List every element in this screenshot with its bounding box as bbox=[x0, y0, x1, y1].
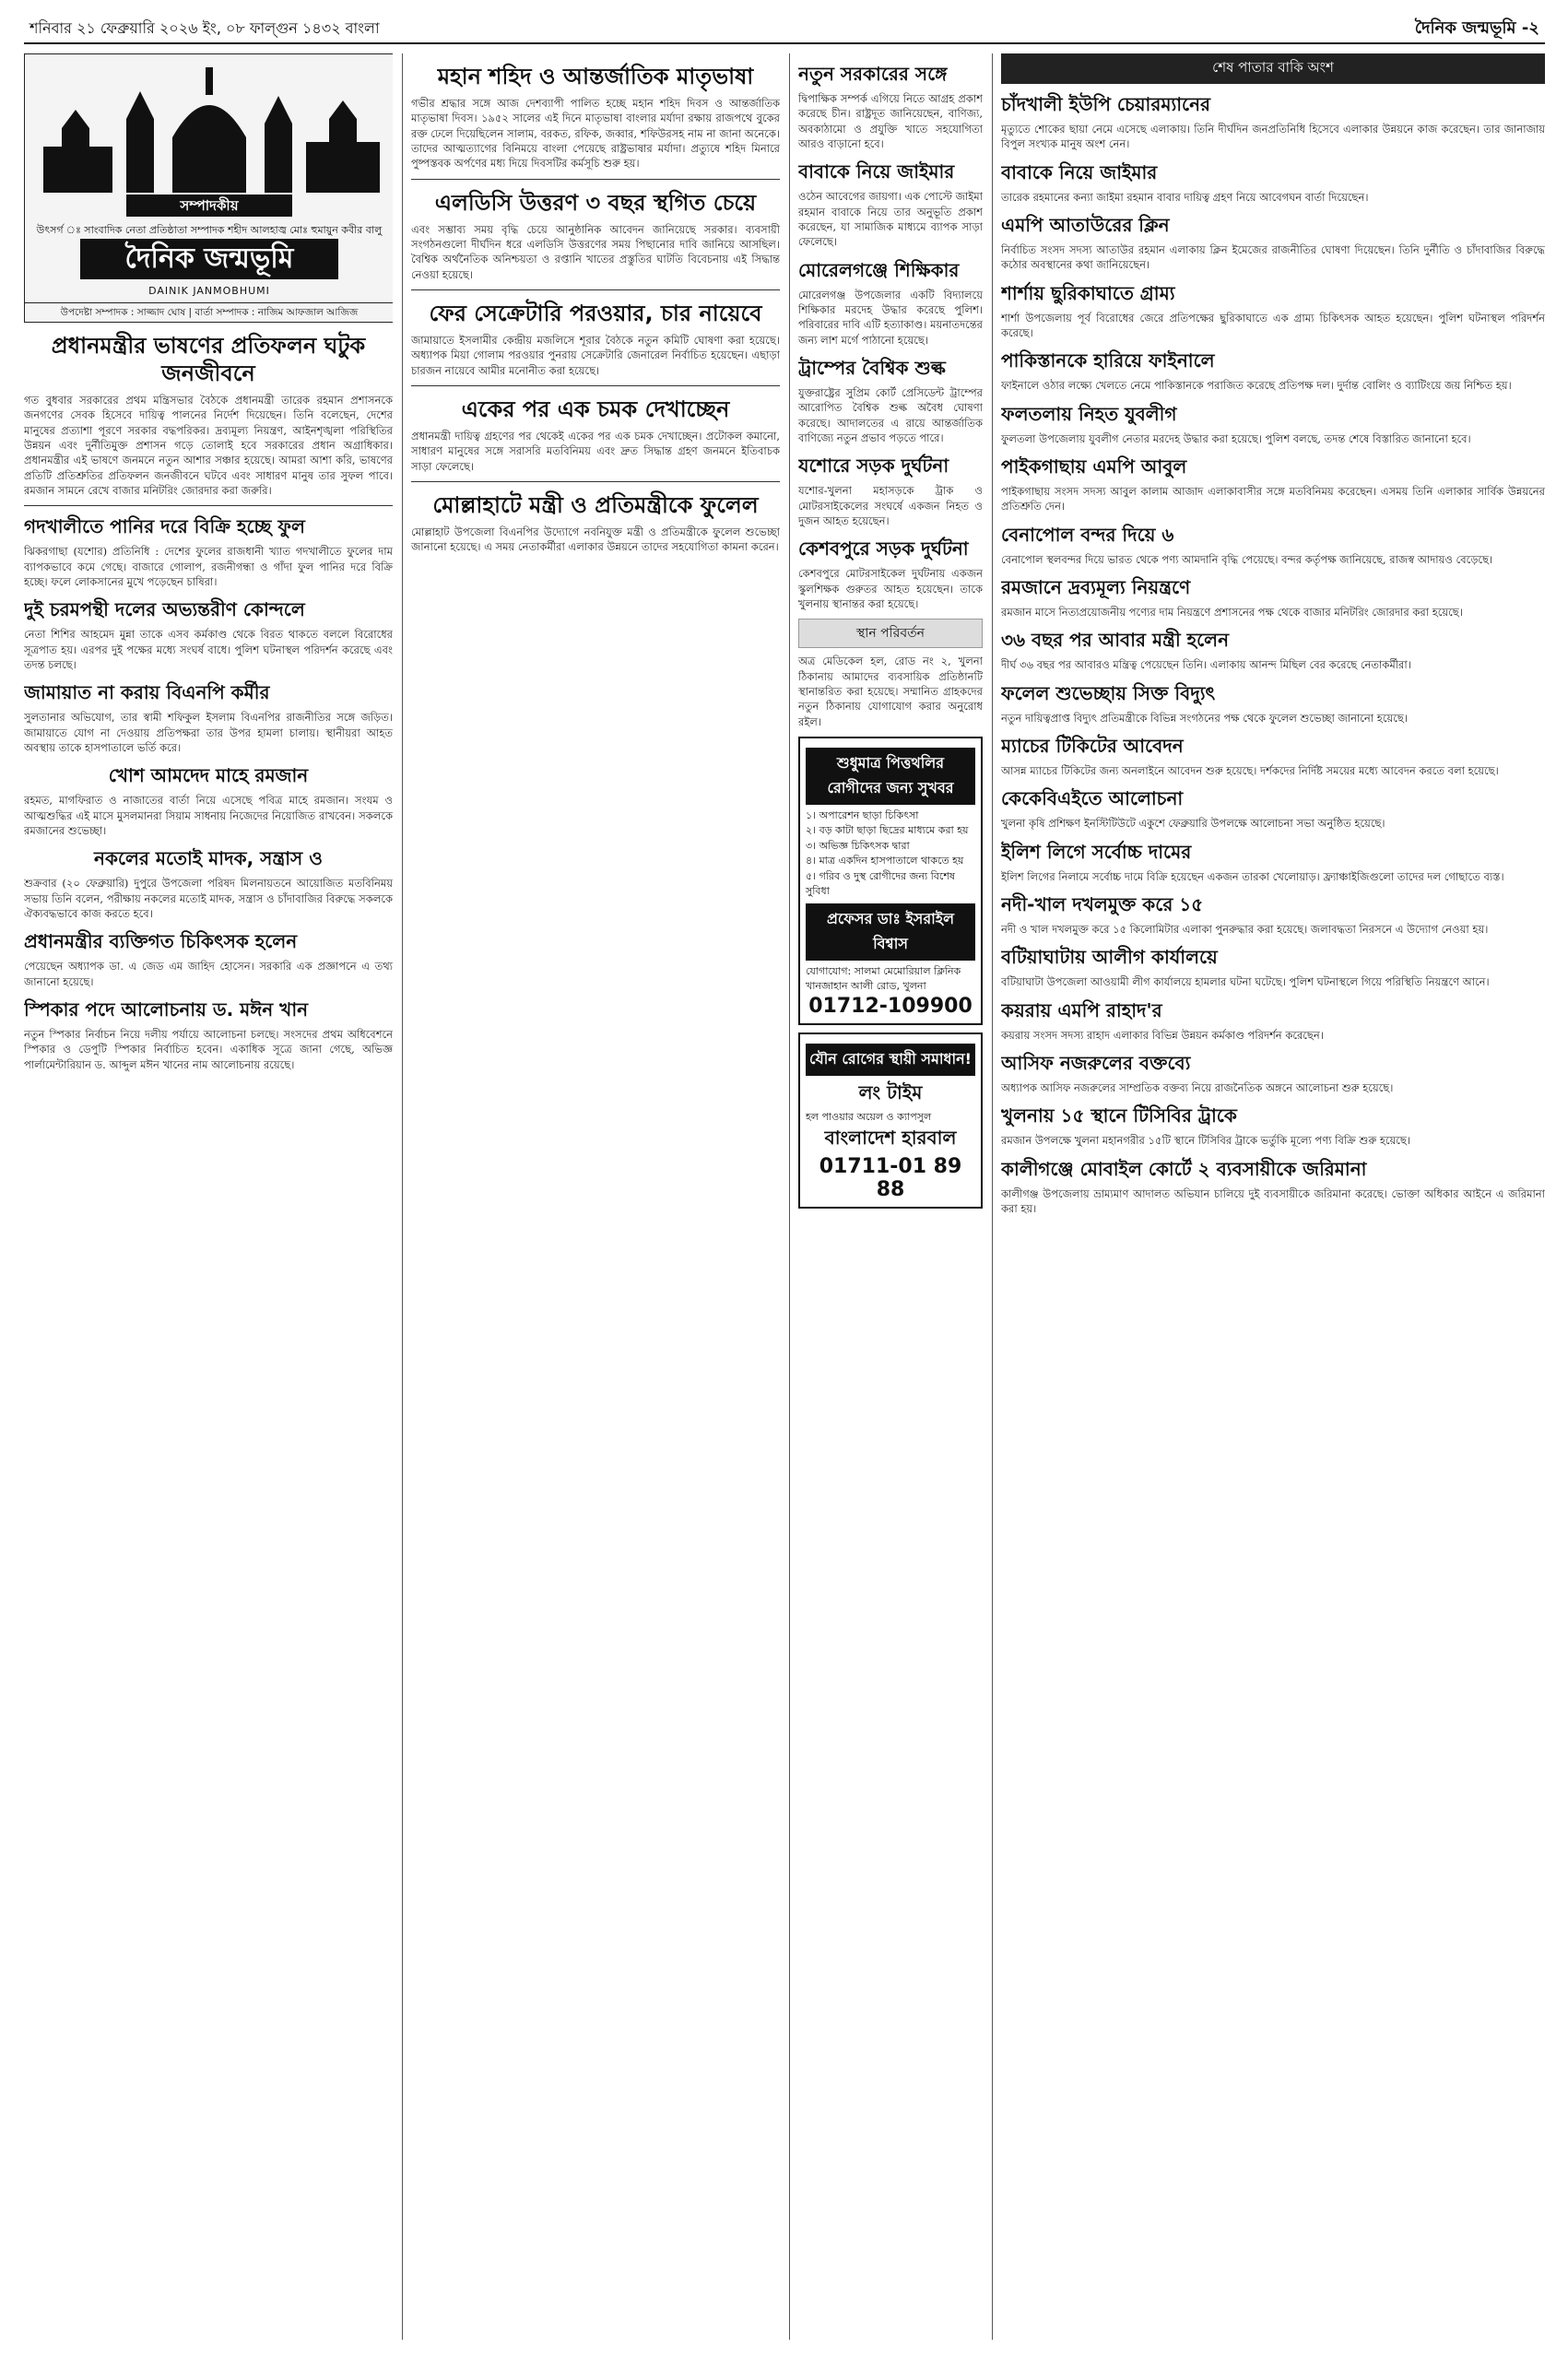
article-headline: কয়রায় এমপি রাহাদ'র bbox=[1001, 998, 1162, 1021]
newspaper-page bbox=[24, 11, 1545, 2349]
newspaper-name-latin: DAINIK JANMOBHUMI bbox=[148, 285, 270, 297]
article-headline: ফলেল শুভেচ্ছায় সিক্ত বিদ্যুৎ bbox=[1001, 681, 1216, 704]
article-headline: ফলতলায় নিহত যুবলীগ bbox=[1001, 402, 1177, 425]
article-body: মৃত্যুতে শোকের ছায়া নেমে এসেছে এলাকায়। তিনি দীর্ঘদিন জনপ্রতিনিধি হিসেবে এলাকার উন্নয়নে কাজ করেছেন। তার জানাজায় বিপুল সংখ্যক মানুষ অংশ নেন। bbox=[1001, 123, 1545, 151]
ad-line: ১। অপারেশন ছাড়া চিকিৎসা bbox=[806, 808, 919, 821]
continued-stories bbox=[1001, 93, 1545, 1216]
article-body: শুক্রবার (২০ ফেব্রুয়ারি) দুপুরে উপজেলা পরিষদ মিলনায়তনে আয়োজিত মতবিনিময় সভায় তিনি বলেন, পরীক্ষায় নকলের মতোই মাদক, সন্ত্রাস ও চাঁদাবাজির বিরুদ্ধে সকলকে ঐক্যবদ্ধভাবে কাজ করতে হবে। bbox=[24, 877, 393, 920]
article-headline: ম্যাচের টিকিটের আবেদন bbox=[1001, 734, 1184, 757]
article-body: ওঠেন আবেগের জায়গা। এক পোস্টে জাইমা রহমান বাবাকে নিয়ে তার অনুভূতি প্রকাশ করেছেন, যা সামাজিক মাধ্যমে ব্যাপক সাড়া ফেলেছে। bbox=[798, 190, 983, 249]
article-body: এবং সম্ভাব্য সময় বৃদ্ধি চেয়ে আনুষ্ঠানিক আবেদন জানিয়েছে সরকার। ব্যবসায়ী সংগঠনগুলো দীর্ঘদিন ধরে এলডিসি উত্তরণের সময় পিছানোর দাবি জানিয়ে আসছিল। বৈশ্বিক অর্থনৈতিক অনিশ্চয়তা ও রপ্তানি খাতের প্রস্তুতির ঘাটতি বিবেচনায় এই সিদ্ধান্ত নেওয়া হয়েছে। bbox=[411, 222, 780, 281]
article-body: পাইকগাছায় সংসদ সদস্য আবুল কালাম আজাদ এলাকাবাসীর সঙ্গে মতবিনিময় করেছেন। এসময় তিনি এলাকার সার্বিক উন্নয়নের প্রতিশ্রুতি দেন। bbox=[1001, 484, 1545, 513]
paper-page-label: দৈনিক জন্মভূমি -২ bbox=[1414, 18, 1539, 38]
clinic-advertisement bbox=[798, 737, 983, 1025]
editorial-masthead bbox=[24, 53, 393, 323]
newspaper-name: দৈনিক জন্মভূমি bbox=[80, 239, 338, 279]
article-headline: দুই চরমপন্থী দলের অভ্যন্তরীণ কোন্দলে bbox=[24, 598, 305, 621]
article-headline: কেশবপুরে সড়ক দুর্ঘটনা bbox=[798, 537, 969, 560]
article-body: খুলনা কৃষি প্রশিক্ষণ ইনস্টিটিউটে একুশে ফেব্রুয়ারি উপলক্ষে আলোচনা সভা অনুষ্ঠিত হয়েছে। bbox=[1001, 817, 1385, 831]
continued-band: শেষ পাতার বাকি অংশ bbox=[1001, 53, 1545, 84]
article-headline: বাবাকে নিয়ে জাইমার bbox=[1001, 160, 1158, 183]
article-body: ঝিকরগাছা (যশোর) প্রতিনিধি : দেশের ফুলের রাজধানী খ্যাত গদখালীতে ফুলের দাম ব্যাপকভাবে কমে গেছে। বাজারে গোলাপ, রজনীগন্ধা ও গাঁদা ফুল পানির দরে বিক্রি হচ্ছে। ফলে লোকসানের মুখে পড়েছেন চাষিরা। bbox=[24, 545, 393, 588]
article-body: নদী ও খাল দখলমুক্ত করে ১৫ কিলোমিটার এলাকা পুনরুদ্ধার করা হয়েছে। জলাবদ্ধতা নিরসনে এ উদ্যোগ নেওয়া হয়। bbox=[1001, 922, 1489, 936]
article-headline: ৩৬ বছর পর আবার মন্ত্রী হলেন bbox=[1001, 629, 1230, 652]
divider bbox=[411, 481, 780, 482]
article-headline: প্রধানমন্ত্রীর ব্যক্তিগত চিকিৎসক হলেন bbox=[24, 930, 298, 953]
article-body: রমজান মাসে নিত্যপ্রয়োজনীয় পণ্যের দাম নিয়ন্ত্রণে প্রশাসনের পক্ষ থেকে বাজার মনিটরিং জোরদার করা হয়েছে। bbox=[1001, 605, 1463, 619]
article-body: ইলিশ লিগের নিলামে সর্বোচ্চ দামে বিক্রি হয়েছেন একজন তারকা খেলোয়াড়। ফ্র্যাঞ্চাইজিগুলো তাদের দল গোছাতে ব্যস্ত। bbox=[1001, 869, 1504, 883]
ad-phone: 01712-109900 bbox=[808, 994, 973, 1018]
article-body: গভীর শ্রদ্ধার সঙ্গে আজ দেশব্যাপী পালিত হচ্ছে মহান শহিদ দিবস ও আন্তর্জাতিক মাতৃভাষা দিবস। ১৯৫২ সালের এই দিনে মাতৃভাষা বাংলার মর্যাদা রক্ষায় রাজপথে বুকের রক্ত ঢেলে দিয়েছিলেন সালাম, বরকত, রফিক, জব্বার, শফিউরসহ নাম না জানা অনেকে। তাদের আত্মত্যাগের বিনিময়ে বাংলা পেয়েছে রাষ্ট্রভাষার মর্যাদা। প্রত্যুষে শহিদ মিনারে পুষ্পস্তবক অর্পণের মধ্য দিয়ে দিবসটির কর্মসূচি শুরু হয়। bbox=[411, 97, 780, 171]
ad-line: ৪। মাত্র একদিন হাসপাতালে থাকতে হয় bbox=[806, 855, 964, 867]
masthead-tagline: উৎসর্গ ঃ সাংবাদিক নেতা প্রতিষ্ঠাতা সম্পাদক শহীদ আলহাজ্ব মোঃ হুমায়ুন কবীর বালু bbox=[36, 224, 383, 236]
article-headline: কালীগঞ্জে মোবাইল কোর্টে ২ ব্যবসায়ীকে জরিমানা bbox=[1001, 1157, 1367, 1180]
divider bbox=[411, 385, 780, 386]
article-body: শার্শা উপজেলায় পূর্ব বিরোধের জেরে প্রতিপক্ষের ছুরিকাঘাতে এক গ্রাম্য চিকিৎসক আহত হয়েছেন। পুলিশ ঘটনাস্থল পরিদর্শন করেছে। bbox=[1001, 311, 1545, 339]
article-body: নেতা শিশির আহমেদ মুন্না তাকে এসব কর্মকাণ্ড থেকে বিরত থাকতে বললে বিরোধের সূত্রপাত হয়। এরপর দুই পক্ষের মধ্যে সংঘর্ষ বাধে। পুলিশ ঘটনাস্থল পরিদর্শন করেছে এবং তদন্ত চলছে। bbox=[24, 628, 393, 671]
issue-date: শনিবার ২১ ফেব্রুয়ারি ২০২৬ ইং, ০৮ ফাল্গুন ১৪৩২ বাংলা bbox=[29, 19, 380, 37]
column-3 bbox=[798, 53, 983, 1216]
article-headline: খুলনায় ১৫ স্থানে টিসিবির ট্রাকে bbox=[1001, 1104, 1237, 1127]
notice-heading: স্থান পরিবর্তন bbox=[798, 619, 983, 648]
article-headline: নদী-খাল দখলমুক্ত করে ১৫ bbox=[1001, 892, 1204, 915]
ad-line: ২। বড় কাটা ছাড়া ছিদ্রের মাধ্যমে করা হয় bbox=[806, 824, 969, 837]
article-headline: স্পিকার পদে আলোচনায় ড. মঈন খান bbox=[24, 997, 309, 1021]
article-body: রহমত, মাগফিরাত ও নাজাতের বার্তা নিয়ে এসেছে পবিত্র মাহে রমজান। সংযম ও আত্মশুদ্ধির এই মাসে মুসলমানরা সিয়াম সাধনায় নিজেদের নিয়োজিত রাখবেন। সকলকে রমজানের শুভেচ্ছা। bbox=[24, 794, 393, 837]
editors-line: উপদেষ্টা সম্পাদক : সাজ্জাদ ঘোষ | বার্তা সম্পাদক : নাজিম আফজাল আজিজ bbox=[25, 302, 393, 322]
ad-title: শুধুমাত্র পিত্তথলির রোগীদের জন্য সুখবর bbox=[806, 748, 975, 805]
article-body: দীর্ঘ ৩৬ বছর পর আবারও মন্ত্রিত্ব পেয়েছেন তিনি। এলাকায় আনন্দ মিছিল বের করেছে নেতাকর্মীরা। bbox=[1001, 658, 1411, 672]
article-headline: চাঁদখালী ইউপি চেয়ারম্যানের bbox=[1001, 93, 1211, 115]
article-body: ফাইনালে ওঠার লক্ষ্যে খেলতে নেমে পাকিস্তানকে পরাজিত করেছে প্রতিপক্ষ দল। দুর্দান্ত বোলিং ও ব্যাটিংয়ে জয় নিশ্চিত হয়। bbox=[1001, 379, 1512, 393]
article-headline: কেকেবিএইতে আলোচনা bbox=[1001, 787, 1184, 810]
ad-line: ৫। গরিব ও দুস্থ রোগীদের জন্য বিশেষ সুবিধা bbox=[806, 869, 955, 898]
article-body: নতুন দায়িত্বপ্রাপ্ত বিদ্যুৎ প্রতিমন্ত্রীকে বিভিন্ন সংগঠনের পক্ষ থেকে ফুলেল শুভেচ্ছা জানানো হয়েছে। bbox=[1001, 711, 1408, 725]
ad-phone: 01711-01 89 88 bbox=[819, 1155, 962, 1202]
ad-contact: যোগাযোগ: সালমা মেমোরিয়াল ক্লিনিক bbox=[806, 964, 961, 977]
herbal-advertisement bbox=[798, 1032, 983, 1210]
ad-company: বাংলাদেশ হারবাল bbox=[824, 1127, 957, 1150]
article-body: মোরেলগঞ্জ উপজেলার একটি বিদ্যালয়ে শিক্ষিকার মরদেহ উদ্ধার করেছে পুলিশ। পরিবারের দাবি এটি হত্যাকাণ্ড। ময়নাতদন্তের জন্য লাশ মর্গে পাঠানো হয়েছে। bbox=[798, 288, 983, 347]
ad-line: ৩। অভিজ্ঞ চিকিৎসক দ্বারা bbox=[806, 839, 910, 852]
article-headline: নকলের মতোই মাদক, সন্ত্রাস ও bbox=[94, 847, 323, 870]
article-headline: প্রধানমন্ত্রীর ভাষণের প্রতিফলন ঘটুক জনজীবনে bbox=[51, 333, 366, 386]
article-body: বটিয়াঘাটা উপজেলা আওয়ামী লীগ কার্যালয়ে হামলার ঘটনা ঘটেছে। পুলিশ ঘটনাস্থলে গিয়ে পরিস্থিতি নিয়ন্ত্রণে আনে। bbox=[1001, 975, 1490, 989]
article-body: জামায়াতে ইসলামীর কেন্দ্রীয় মজলিসে শূরার বৈঠকে নতুন কমিটি ঘোষণা করা হয়েছে। অধ্যাপক মিয়া গোলাম পরওয়ার পুনরায় সেক্রেটারি জেনারেল নির্বাচিত হয়েছেন। এছাড়া চারজন নায়েবে আমীর মনোনীত করা হয়েছে। bbox=[411, 333, 780, 377]
article-body: প্রধানমন্ত্রী দায়িত্ব গ্রহণের পর থেকেই একের পর এক চমক দেখাচ্ছেন। প্রটোকল কমানো, সাধারণ মানুষের সঙ্গে সরাসরি মতবিনিময় এবং দ্রুত সিদ্ধান্ত গ্রহণ জনমনে ইতিবাচক সাড়া ফেলেছে। bbox=[411, 429, 780, 473]
editorial-label: সম্পাদকীয় bbox=[126, 195, 292, 217]
article-headline: এলডিসি উত্তরণ ৩ বছর স্থগিত চেয়ে bbox=[434, 189, 757, 216]
article-body: পেয়েছেন অধ্যাপক ডা. এ জেড এম জাহিদ হোসেন। সরকারি এক প্রজ্ঞাপনে এ তথ্য জানানো হয়েছে। bbox=[24, 960, 393, 988]
article-headline: শার্শায় ছুরিকাঘাতে গ্রাম্য bbox=[1001, 281, 1175, 304]
ad-title: যৌন রোগের স্থায়ী সমাধান! bbox=[806, 1044, 975, 1076]
column-rule bbox=[992, 53, 993, 2340]
notice-body: অত্র মেডিকেল হল, রোড নং ২, খুলনা ঠিকানায় আমাদের ব্যবসায়িক প্রতিষ্ঠানটি স্থানান্তরিত করা হয়েছে। সম্মানিত গ্রাহকদের নতুন ঠিকানায় যোগাযোগ করার অনুরোধ রইল। bbox=[798, 655, 983, 728]
article-body: কয়রায় সংসদ সদস্য রাহাদ এলাকার বিভিন্ন উন্নয়ন কর্মকাণ্ড পরিদর্শন করেছেন। bbox=[1001, 1028, 1324, 1042]
article-body: নির্বাচিত সংসদ সদস্য আতাউর রহমান এলাকায় ক্লিন ইমেজের রাজনীতির ঘোষণা দিয়েছেন। তিনি দুর্নীতি ও চাঁদাবাজির বিরুদ্ধে কঠোর অবস্থানের কথা জানিয়েছেন। bbox=[1001, 242, 1545, 272]
article-body: অধ্যাপক আসিফ নজরুলের সাম্প্রতিক বক্তব্য নিয়ে রাজনৈতিক অঙ্গনে আলোচনা শুরু হয়েছে। bbox=[1001, 1080, 1394, 1094]
article-headline: খোশ আমদেদ মাহে রমজান bbox=[108, 764, 309, 787]
article-body: নতুন স্পিকার নির্বাচন নিয়ে দলীয় পর্যায়ে আলোচনা চলছে। সংসদের প্রথম অধিবেশনে স্পিকার ও ডেপুটি স্পিকার নির্বাচিত হবেন। একাধিক সূত্রে জানা গেছে, অভিজ্ঞ পার্লামেন্টারিয়ান ড. আব্দুল মঈন খানের নাম আলোচনায় রয়েছে। bbox=[24, 1027, 393, 1071]
article-body: দ্বিপাক্ষিক সম্পর্ক এগিয়ে নিতে আগ্রহ প্রকাশ করেছে চীন। রাষ্ট্রদূত জানিয়েছেন, বাণিজ্য, অবকাঠামো ও প্রযুক্তি খাতে সহযোগিতা আরও বাড়ানো হবে। bbox=[798, 92, 983, 150]
article-body: বেনাপোল স্থলবন্দর দিয়ে ভারত থেকে পণ্য আমদানি বৃদ্ধি পেয়েছে। বন্দর কর্তৃপক্ষ জানিয়েছে, রাজস্ব আদায়ও বেড়েছে। bbox=[1001, 552, 1493, 566]
divider bbox=[411, 179, 780, 180]
article-headline: একের পর এক চমক দেখাচ্ছেন bbox=[461, 395, 730, 422]
article-headline: ইলিশ লিগে সর্বোচ্চ দামের bbox=[1001, 840, 1192, 863]
article-headline: বাবাকে নিয়ে জাইমার bbox=[798, 160, 955, 183]
article-body: ফুলতলা উপজেলায় যুবলীগ নেতার মরদেহ উদ্ধার করা হয়েছে। পুলিশ বলছে, তদন্ত শেষে বিস্তারিত জানানো হবে। bbox=[1001, 431, 1471, 445]
article-body: যশোর-খুলনা মহাসড়কে ট্রাক ও মোটরসাইকেলের সংঘর্ষে একজন নিহত ও দুজন আহত হয়েছেন। bbox=[798, 484, 983, 527]
article-headline: যশোরে সড়ক দুর্ঘটনা bbox=[798, 454, 949, 478]
article-headline: মোল্লাহাটে মন্ত্রী ও প্রতিমন্ত্রীকে ফুলেল bbox=[432, 491, 759, 518]
article-body: কালীগঞ্জ উপজেলায় ভ্রাম্যমাণ আদালত অভিযান চালিয়ে দুই ব্যবসায়ীকে জরিমানা করেছে। ভোক্তা অধিকার আইনে এ জরিমানা করা হয়। bbox=[1001, 1186, 1545, 1215]
article-headline: বটিয়াঘাটায় আলীগ কার্যালয়ে bbox=[1001, 946, 1218, 969]
article-body: যুক্তরাষ্ট্রের সুপ্রিম কোর্ট প্রেসিডেন্ট ট্রাম্পের আরোপিত বৈশ্বিক শুল্ক অবৈধ ঘোষণা করেছে। আদালতের এ রায়ে আন্তর্জাতিক বাণিজ্যে নতুন প্রভাব পড়তে পারে। bbox=[798, 385, 983, 444]
article-headline: ট্রাম্পের বৈশ্বিক শুল্ক bbox=[798, 356, 946, 379]
column-rule bbox=[789, 53, 790, 2340]
column-4 bbox=[1001, 53, 1545, 1223]
article-headline: এমপি আতাউরের ক্লিন bbox=[1001, 213, 1170, 236]
article-headline: নতুন সরকারের সঙ্গে bbox=[798, 63, 948, 85]
article-headline: মহান শহিদ ও আন্তর্জাতিক মাতৃভাষা bbox=[437, 64, 754, 89]
article-headline: পাইকগাছায় এমপি আবুল bbox=[1001, 454, 1187, 478]
ad-address: খানজাহান আলী রোড, খুলনা bbox=[806, 980, 926, 993]
article-body: মোল্লাহাট উপজেলা বিএনপির উদ্যোগে নবনিযুক্ত মন্ত্রী ও প্রতিমন্ত্রীকে ফুলেল শুভেচ্ছা জানানো হয়েছে। এ সময় নেতাকর্মীরা এলাকার উন্নয়নে তাদের সহযোগিতা কামনা করেন। bbox=[411, 525, 780, 554]
article-body: আসন্ন ম্যাচের টিকিটের জন্য অনলাইনে আবেদন শুরু হয়েছে। দর্শকদের নির্দিষ্ট সময়ের মধ্যে আবেদন করতে বলা হয়েছে। bbox=[1001, 763, 1499, 777]
page-topbar bbox=[24, 11, 1545, 44]
article-headline: মোরেলগঞ্জে শিক্ষিকার bbox=[798, 258, 960, 281]
article-headline: গদখালীতে পানির দরে বিক্রি হচ্ছে ফুল bbox=[24, 515, 305, 538]
column-1 bbox=[24, 53, 393, 1080]
article-headline: বেনাপোল বন্দর দিয়ে ৬ bbox=[1001, 523, 1174, 546]
article-headline: আসিফ নজরুলের বক্তব্যে bbox=[1001, 1051, 1191, 1074]
article-headline: জামায়াত না করায় বিএনপি কর্মীর bbox=[24, 681, 270, 704]
ad-brand: লং টাইম bbox=[858, 1080, 923, 1103]
article-body: তারেক রহমানের কন্যা জাইমা রহমান বাবার দায়িত্ব গ্রহণ নিয়ে আবেগঘন বার্তা দিয়েছেন। bbox=[1001, 190, 1369, 204]
divider bbox=[411, 289, 780, 290]
column-2 bbox=[411, 53, 780, 562]
article-body: রমজান উপলক্ষে খুলনা মহানগরীর ১৫টি স্থানে টিসিবির ট্রাকে ভর্তুকি মূল্যে পণ্য বিক্রি শুরু হয়েছে। bbox=[1001, 1134, 1410, 1148]
ad-doctor: প্রফেসর ডাঃ ইসরাইল বিশ্বাস bbox=[806, 903, 975, 961]
article-body: গত বুধবার সরকারের প্রথম মন্ত্রিসভার বৈঠকে প্রধানমন্ত্রী তারেক রহমান প্রশাসনকে জনগণের সেবক হিসেবে দায়িত্ব পালনের নির্দেশ দিয়েছেন। তিনি বলেছেন, দেশের মানুষের প্রত্যাশা পূরণে সরকার বদ্ধপরিকর। দ্রব্যমূল্য নিয়ন্ত্রণ, আইনশৃঙ্খলা পরিস্থিতির উন্নয়ন এবং দুর্নীতিমুক্ত প্রশাসন গড়ে তোলাই হবে সরকারের প্রধান অগ্রাধিকার। প্রধানমন্ত্রীর এই ভাষণে জনমনে নতুন আশার সঞ্চার হয়েছে। আমরা আশা করি, ভাষণের প্রতিটি প্রতিশ্রুতির প্রতিফলন জনজীবনে ঘটবে এবং সাধারণ মানুষ তার সুফল পাবে। রমজান সামনে রেখে বাজার মনিটরিং জোরদার করা জরুরি। bbox=[24, 394, 393, 497]
column-rule bbox=[402, 53, 403, 2340]
article-headline: ফের সেক্রেটারি পরওয়ার, চার নায়েবে bbox=[429, 300, 762, 326]
article-headline: রমজানে দ্রব্যমূল্য নিয়ন্ত্রণে bbox=[1001, 575, 1191, 598]
article-headline: পাকিস্তানকে হারিয়ে ফাইনালে bbox=[1001, 349, 1215, 372]
skyline-illustration bbox=[25, 54, 393, 193]
divider bbox=[24, 505, 393, 506]
article-body: কেশবপুরে মোটরসাইকেল দুর্ঘটনায় একজন স্কুলশিক্ষক গুরুতর আহত হয়েছেন। তাকে খুলনায় স্থানান্তর করা হয়েছে। bbox=[798, 567, 983, 610]
ad-line: হল পাওয়ার অয়েল ও ক্যাপসুল bbox=[806, 1110, 932, 1123]
article-body: সুলতানার অভিযোগ, তার স্বামী শফিকুল ইসলাম বিএনপির রাজনীতির সঙ্গে জড়িত। জামায়াতে যোগ না দেওয়ায় প্রতিপক্ষরা তার উপর হামলা চালায়। স্থানীয়রা আহত অবস্থায় তাকে হাসপাতালে ভর্তি করে। bbox=[24, 711, 393, 754]
